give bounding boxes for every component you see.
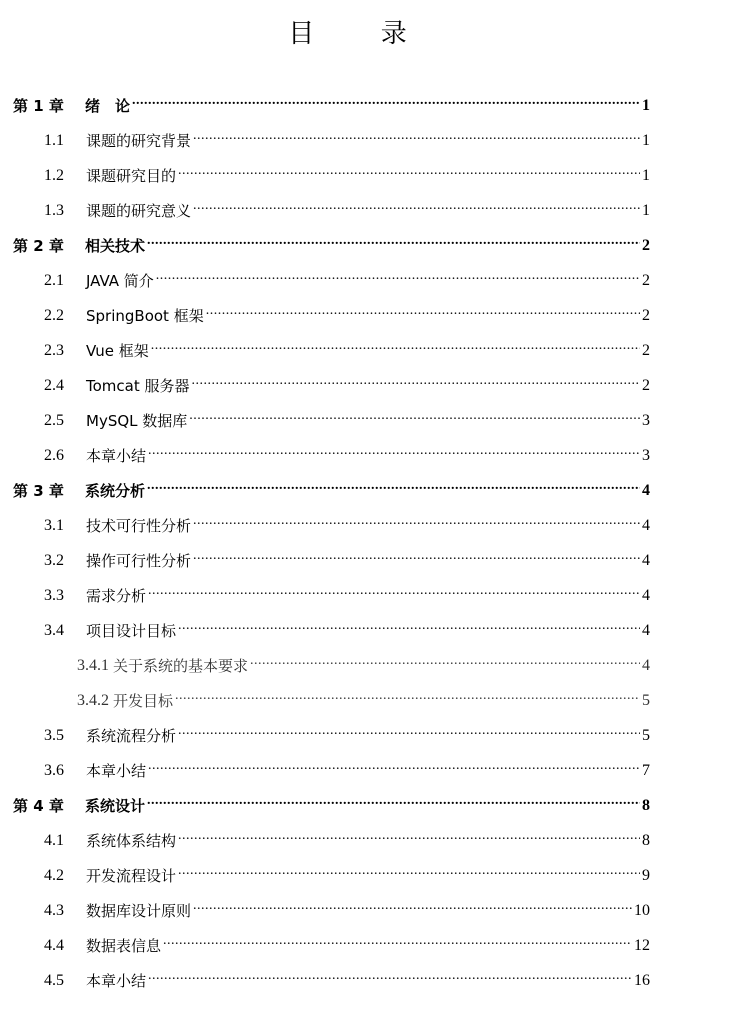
toc-entry-title: SpringBoot 框架 xyxy=(86,307,204,325)
toc-section-entry[interactable] xyxy=(0,193,732,228)
toc-entry-number: 3.4 xyxy=(44,621,64,639)
toc-entry-number: 第 4 章 xyxy=(13,797,64,815)
toc-section-entry[interactable] xyxy=(0,893,732,928)
toc-entry-number: 第 1 章 xyxy=(13,97,64,115)
toc-title: 目 录 xyxy=(288,19,437,48)
toc-section-entry[interactable] xyxy=(0,543,732,578)
toc-entry-title: 本章小结 xyxy=(86,447,147,465)
toc-section-entry[interactable] xyxy=(0,823,732,858)
toc-entry-title: 系统体系结构 xyxy=(86,832,177,850)
toc-entry-number: 3.2 xyxy=(44,551,64,569)
toc-dot-leader xyxy=(156,276,640,292)
toc-entry-number: 4.2 xyxy=(44,866,64,884)
toc-dot-leader xyxy=(148,976,632,992)
toc-entry-title: 系统流程分析 xyxy=(86,727,177,745)
toc-dot-leader xyxy=(178,836,640,852)
toc-entry-page-number: 1 xyxy=(642,201,650,219)
toc-dot-leader xyxy=(178,171,640,187)
toc-entry-title: 技术可行性分析 xyxy=(86,517,192,535)
toc-entry-page-number: 9 xyxy=(642,866,650,884)
toc-entry-page-number: 2 xyxy=(642,271,650,289)
toc-entry-number: 2.4 xyxy=(44,376,64,394)
toc-entry-title: 数据库设计原则 xyxy=(86,902,192,920)
toc-section-entry[interactable] xyxy=(0,963,732,998)
toc-entry-page-number: 1 xyxy=(642,131,650,149)
toc-entry-title: 关于系统的基本要求 xyxy=(113,657,249,675)
toc-dot-leader xyxy=(206,311,640,327)
toc-subsection-entry[interactable] xyxy=(0,648,732,683)
toc-dot-leader xyxy=(163,941,632,957)
toc-entry-page-number: 5 xyxy=(642,726,650,744)
toc-entry-title: 项目设计目标 xyxy=(86,622,177,640)
toc-dot-leader xyxy=(147,486,640,502)
toc-entry-page-number: 2 xyxy=(642,376,650,394)
toc-entry-page-number: 2 xyxy=(642,306,650,324)
toc-entry-number: 1.2 xyxy=(44,166,64,184)
toc-entry-page-number: 4 xyxy=(642,656,650,674)
toc-dot-leader xyxy=(147,241,640,257)
toc-section-entry[interactable] xyxy=(0,438,732,473)
toc-entry-title: 操作可行性分析 xyxy=(86,552,192,570)
toc-dot-leader xyxy=(193,906,632,922)
toc-entry-number: 4.4 xyxy=(44,936,64,954)
toc-section-entry[interactable] xyxy=(0,368,732,403)
toc-dot-leader xyxy=(193,206,640,222)
toc-entry-number: 3.4.2 xyxy=(77,691,109,709)
toc-entry-number: 2.2 xyxy=(44,306,64,324)
toc-dot-leader xyxy=(193,521,640,537)
toc-dot-leader xyxy=(148,766,640,782)
toc-section-entry[interactable] xyxy=(0,928,732,963)
toc-entry-page-number: 3 xyxy=(642,411,650,429)
toc-dot-leader xyxy=(193,556,640,572)
toc-dot-leader xyxy=(250,661,640,677)
toc-entry-title: JAVA 简介 xyxy=(86,272,154,290)
toc-dot-leader xyxy=(148,591,640,607)
toc-entry-number: 3.4.1 xyxy=(77,656,109,674)
toc-section-entry[interactable] xyxy=(0,578,732,613)
toc-dot-leader xyxy=(147,801,640,817)
toc-entry-page-number: 10 xyxy=(634,901,650,919)
toc-entry-number: 3.6 xyxy=(44,761,64,779)
toc-entry-title: 课题的研究背景 xyxy=(86,132,192,150)
toc-entry-title: 本章小结 xyxy=(86,762,147,780)
toc-dot-leader xyxy=(148,451,640,467)
toc-entry-title: 需求分析 xyxy=(86,587,147,605)
toc-entry-title: 开发目标 xyxy=(113,692,174,710)
toc-entry-title: 课题的研究意义 xyxy=(86,202,192,220)
toc-entry-number: 3.5 xyxy=(44,726,64,744)
toc-section-entry[interactable] xyxy=(0,298,732,333)
toc-dot-leader xyxy=(175,696,640,712)
toc-entry-number: 第 3 章 xyxy=(13,482,64,500)
toc-dot-leader xyxy=(192,381,641,397)
toc-entry-page-number: 8 xyxy=(642,796,650,814)
toc-entry-number: 4.3 xyxy=(44,901,64,919)
toc-section-entry[interactable] xyxy=(0,613,732,648)
toc-entry-title: 系统设计 xyxy=(85,797,146,815)
toc-entry-number: 2.6 xyxy=(44,446,64,464)
toc-entry-page-number: 5 xyxy=(642,691,650,709)
toc-entry-title: 课题研究目的 xyxy=(86,167,177,185)
toc-entry-page-number: 1 xyxy=(642,166,650,184)
toc-dot-leader xyxy=(151,346,640,362)
toc-section-entry[interactable] xyxy=(0,508,732,543)
toc-chapter-entry[interactable] xyxy=(0,788,732,823)
toc-chapter-entry[interactable] xyxy=(0,88,732,123)
toc-entry-page-number: 4 xyxy=(642,551,650,569)
toc-dot-leader xyxy=(178,871,640,887)
toc-entry-page-number: 8 xyxy=(642,831,650,849)
toc-entry-title: Vue 框架 xyxy=(86,342,149,360)
toc-dot-leader xyxy=(178,626,640,642)
toc-entry-number: 1.1 xyxy=(44,131,64,149)
toc-entry-number: 4.5 xyxy=(44,971,64,989)
toc-entry-title: 开发流程设计 xyxy=(86,867,177,885)
toc-chapter-entry[interactable] xyxy=(0,473,732,508)
toc-entry-title: 系统分析 xyxy=(85,482,146,500)
toc-entry-number: 3.1 xyxy=(44,516,64,534)
toc-entry-page-number: 2 xyxy=(642,341,650,359)
toc-entry-title: MySQL 数据库 xyxy=(86,412,188,430)
toc-entry-page-number: 4 xyxy=(642,516,650,534)
toc-entry-title: Tomcat 服务器 xyxy=(86,377,190,395)
toc-section-entry[interactable] xyxy=(0,403,732,438)
toc-entry-page-number: 4 xyxy=(642,481,650,499)
toc-section-entry[interactable] xyxy=(0,718,732,753)
toc-entry-number: 2.1 xyxy=(44,271,64,289)
toc-entry-page-number: 4 xyxy=(642,621,650,639)
toc-subsection-entry[interactable] xyxy=(0,683,732,718)
toc-entry-number: 4.1 xyxy=(44,831,64,849)
toc-entry-page-number: 4 xyxy=(642,586,650,604)
toc-entry-number: 3.3 xyxy=(44,586,64,604)
toc-list xyxy=(0,88,732,998)
toc-entry-title: 数据表信息 xyxy=(86,937,162,955)
toc-dot-leader xyxy=(178,731,640,747)
toc-entry-number: 2.3 xyxy=(44,341,64,359)
toc-section-entry[interactable] xyxy=(0,753,732,788)
toc-entry-number: 2.5 xyxy=(44,411,64,429)
toc-section-entry[interactable] xyxy=(0,158,732,193)
toc-dot-leader xyxy=(132,101,640,117)
toc-entry-page-number: 2 xyxy=(642,236,650,254)
toc-entry-number: 1.3 xyxy=(44,201,64,219)
toc-dot-leader xyxy=(193,136,640,152)
toc-entry-title: 本章小结 xyxy=(86,972,147,990)
toc-entry-page-number: 12 xyxy=(634,936,650,954)
toc-section-entry[interactable] xyxy=(0,123,732,158)
toc-dot-leader xyxy=(189,416,640,432)
toc-section-entry[interactable] xyxy=(0,858,732,893)
toc-chapter-entry[interactable] xyxy=(0,228,732,263)
toc-entry-number: 第 2 章 xyxy=(13,237,64,255)
toc-entry-page-number: 7 xyxy=(642,761,650,779)
toc-entry-page-number: 3 xyxy=(642,446,650,464)
toc-section-entry[interactable] xyxy=(0,333,732,368)
toc-entry-title: 相关技术 xyxy=(85,237,146,255)
toc-section-entry[interactable] xyxy=(0,263,732,298)
toc-entry-title: 绪 论 xyxy=(85,97,131,115)
toc-entry-page-number: 16 xyxy=(634,971,650,989)
toc-entry-page-number: 1 xyxy=(642,96,650,114)
